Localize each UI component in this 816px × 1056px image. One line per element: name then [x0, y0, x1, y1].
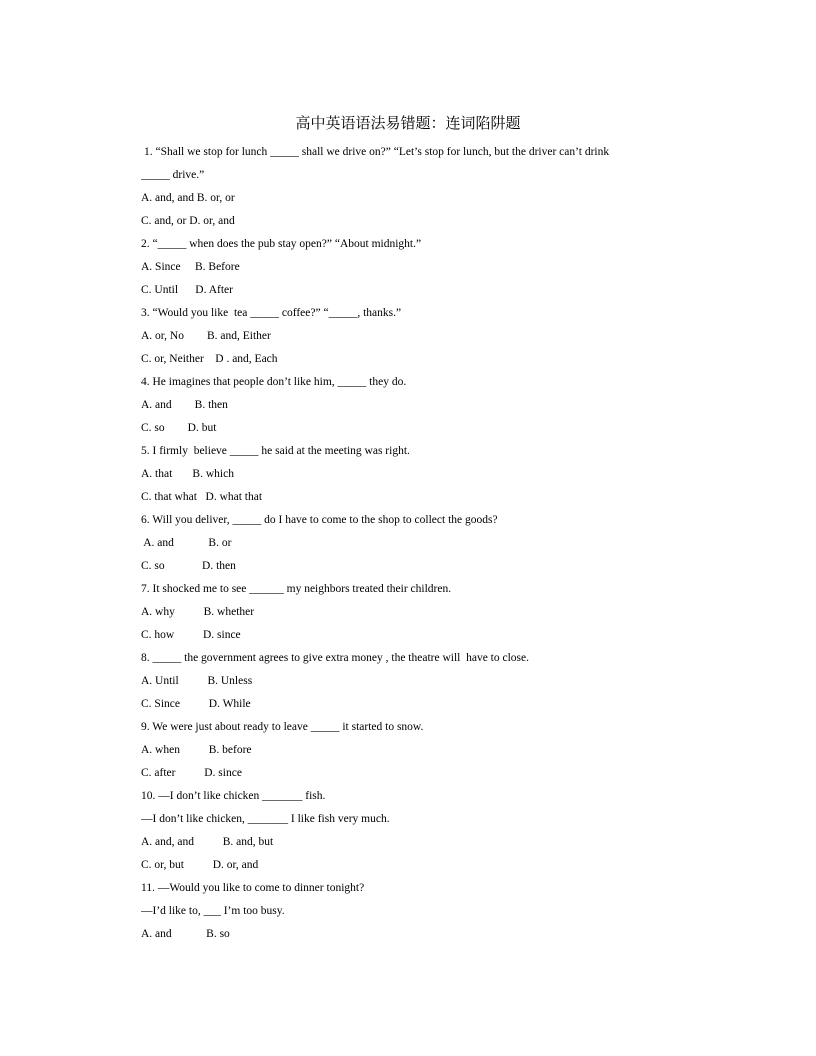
document-line: 3. “Would you like tea _____ coffee?” “_____, thanks.”	[141, 307, 402, 319]
document-line: C. how D. since	[141, 629, 241, 641]
document-line: 11. —Would you like to come to dinner tonight?	[141, 882, 365, 894]
document-line: C. that what D. what that	[141, 491, 263, 503]
document-line: A. and, and B. or, or	[141, 192, 235, 204]
document-line: C. and, or D. or, and	[141, 215, 235, 227]
document-line: 2. “_____ when does the pub stay open?” “About midnight.”	[141, 238, 422, 250]
document-title: 高中英语语法易错题：连词陷阱题	[295, 114, 521, 132]
document-line: 9. We were just about ready to leave _____ it started to snow.	[141, 721, 424, 733]
document-line: A. Until B. Unless	[141, 675, 253, 687]
document-line: C. or, but D. or, and	[141, 859, 259, 871]
document-line: —I’d like to, ___ I’m too busy.	[141, 905, 285, 917]
document-line: A. that B. which	[141, 468, 234, 480]
question-list	[141, 141, 701, 946]
document-line: A. or, No B. and, Either	[141, 330, 271, 342]
document-line: A. why B. whether	[141, 606, 255, 618]
document-line: A. and B. so	[141, 928, 230, 940]
document-line: A. and B. or	[141, 537, 232, 549]
document-line: A. when B. before	[141, 744, 252, 756]
document-line: A. and B. then	[141, 399, 228, 411]
document-line: 7. It shocked me to see ______ my neighbors treated their children.	[141, 583, 452, 595]
document-line: C. after D. since	[141, 767, 242, 779]
document-line: 1. “Shall we stop for lunch _____ shall we drive on?” “Let’s stop for lunch, but the driver can’t drink	[144, 146, 610, 158]
document-line: A. Since B. Before	[141, 261, 240, 273]
document-line: 4. He imagines that people don’t like him, _____ they do.	[141, 376, 407, 388]
document-line: _____ drive.”	[141, 169, 205, 181]
document-line: C. or, Neither D . and, Each	[141, 353, 278, 365]
document-line: 8. _____ the government agrees to give extra money , the theatre will have to close.	[141, 652, 530, 664]
document-line: C. so D. then	[141, 560, 236, 572]
document-line: 6. Will you deliver, _____ do I have to come to the shop to collect the goods?	[141, 514, 498, 526]
document-line: A. and, and B. and, but	[141, 836, 274, 848]
document-line: C. so D. but	[141, 422, 217, 434]
document-line: —I don’t like chicken, _______ I like fish very much.	[141, 813, 390, 825]
document-line: C. Since D. While	[141, 698, 251, 710]
document-line: C. Until D. After	[141, 284, 233, 296]
document-line: 5. I firmly believe _____ he said at the meeting was right.	[141, 445, 410, 457]
document-line: 10. —I don’t like chicken _______ fish.	[141, 790, 326, 802]
